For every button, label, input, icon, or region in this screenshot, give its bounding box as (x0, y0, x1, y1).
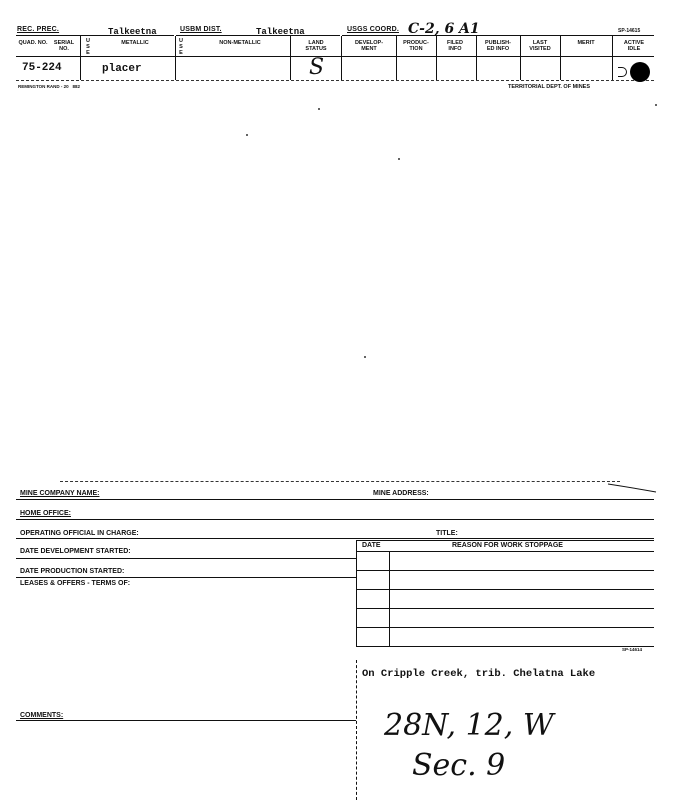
printer-label: REMINGTON RAND - 20 882 (18, 84, 80, 89)
scan-speck (398, 158, 400, 160)
col-use-1: U S E (86, 38, 90, 56)
col-use-2: U S E (179, 38, 183, 56)
scan-speck (655, 104, 657, 106)
comments-divider (356, 660, 357, 800)
col-published-info: PUBLISH- ED INFO (485, 40, 511, 52)
usbm-dist-value: Talkeetna (256, 27, 305, 37)
col-sep (290, 36, 291, 80)
col-sep (476, 36, 477, 80)
land-status-value: S (309, 55, 325, 80)
home-office-label: HOME OFFICE: (20, 510, 71, 517)
idle-circle-icon (618, 67, 627, 77)
scan-speck (318, 108, 320, 110)
form-number-top: SP-14615 (618, 28, 641, 34)
card-edge-rule (60, 481, 620, 482)
active-filled-dot-icon (630, 62, 650, 82)
grid-row (356, 608, 654, 609)
col-last-visited: LAST VISITED (529, 40, 551, 52)
grid-row (356, 570, 654, 571)
operating-official-label: OPERATING OFFICIAL IN CHARGE: (20, 530, 139, 537)
usgs-coord-label: USGS COORD. (347, 26, 399, 33)
col-sep (436, 36, 437, 80)
grid-row (356, 627, 654, 628)
grid-row (356, 646, 654, 647)
col-serial: SERIAL NO. (53, 40, 75, 52)
col-development: DEVELOP- MENT (354, 40, 384, 52)
col-merit: MERIT (577, 40, 595, 46)
rule (16, 720, 356, 721)
col-sep (341, 36, 342, 80)
metallic-value: placer (102, 63, 142, 75)
rec-prec-value: Talkeetna (108, 27, 157, 37)
rule (16, 538, 654, 539)
rule (16, 499, 654, 500)
col-sep (396, 36, 397, 80)
col-production: PRODUC- TION (403, 40, 429, 52)
scan-speck (246, 134, 248, 136)
rule (356, 551, 654, 552)
header-rule-3 (342, 35, 654, 36)
col-land-status: LAND STATUS (305, 40, 327, 52)
rule (16, 558, 356, 559)
col-sep (175, 36, 176, 80)
rule (16, 577, 356, 578)
comments-label: COMMENTS: (20, 712, 64, 719)
date-production-label: DATE PRODUCTION STARTED: (20, 568, 125, 575)
grid-row (356, 589, 654, 590)
usgs-coord-value: C-2, 6 A1 (408, 21, 480, 37)
col-sep (520, 36, 521, 80)
mine-company-name-label: MINE COMPANY NAME: (20, 490, 100, 497)
col-sep (612, 36, 613, 80)
row-rule-top (16, 56, 654, 57)
grid-border-left (356, 540, 357, 646)
department-label: TERRITORIAL DEPT. OF MINES (508, 84, 590, 90)
rule (16, 519, 654, 520)
scan-speck (364, 356, 366, 358)
rule (356, 540, 654, 541)
card-curl-line (606, 478, 658, 494)
title-label: TITLE: (436, 530, 458, 537)
quad-serial-value: 75-224 (22, 62, 62, 74)
col-metallic: METALLIC (121, 40, 149, 46)
col-quad: QUAD. NO. (18, 40, 48, 46)
date-development-label: DATE DEVELOPMENT STARTED: (20, 548, 131, 555)
mine-address-label: MINE ADDRESS: (373, 490, 429, 497)
rec-prec-label: REC. PREC. (17, 26, 60, 33)
col-active-idle: ACTIVE IDLE (623, 40, 645, 52)
date-column-header: DATE (362, 542, 381, 549)
col-sep (560, 36, 561, 80)
col-sep (80, 36, 81, 80)
reason-column-header: REASON FOR WORK STOPPAGE (452, 542, 563, 549)
col-filed-info: FILED INFO (447, 40, 463, 52)
handwritten-section: Sec. 9 (412, 748, 506, 783)
grid-date-sep (389, 551, 390, 646)
col-non-metallic: NON-METALLIC (219, 40, 261, 46)
usbm-dist-label: USBM DIST. (180, 26, 222, 33)
form-number-bottom: SP-14614 (622, 647, 643, 652)
leases-label: LEASES & OFFERS - TERMS OF: (20, 580, 131, 587)
typed-location-note: On Cripple Creek, trib. Chelatna Lake (362, 668, 596, 680)
handwritten-township: 28N, 12, W (384, 708, 554, 743)
row-rule-bottom (16, 80, 654, 81)
